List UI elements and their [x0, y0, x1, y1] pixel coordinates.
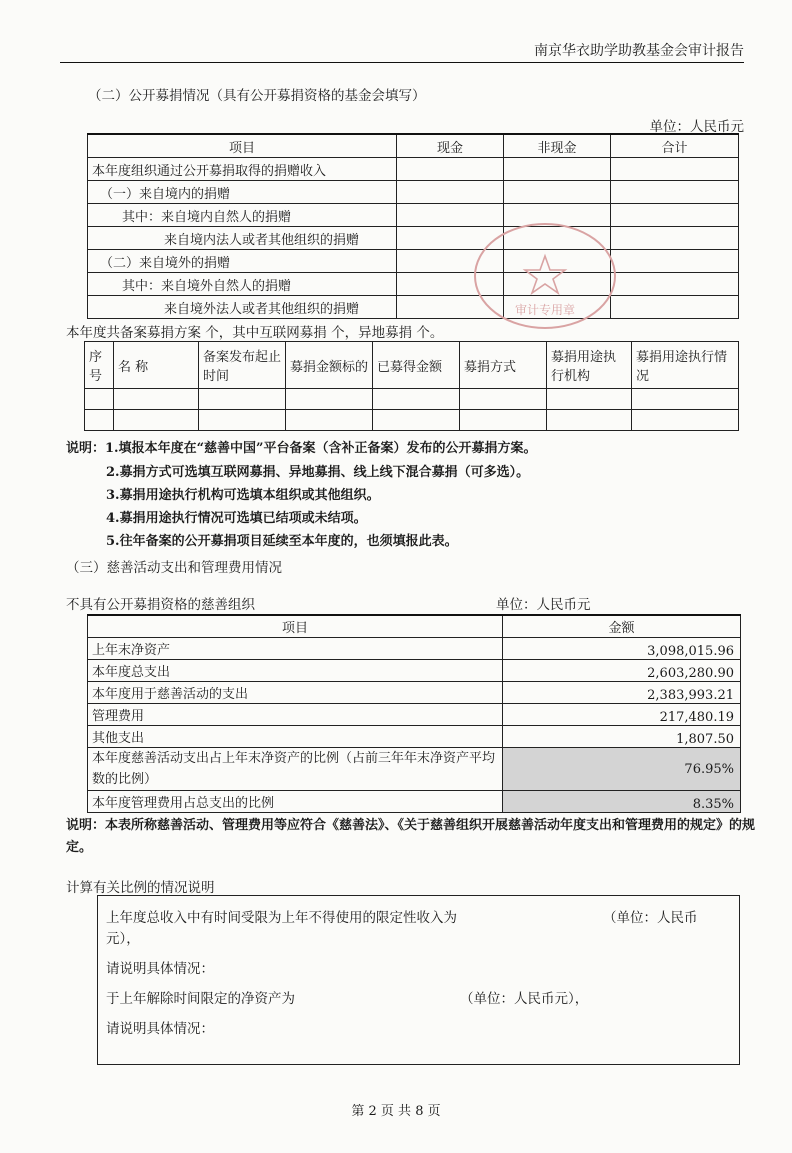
plan-col-status: 募捐用途执行情况 — [632, 342, 739, 389]
col-header-noncash: 非现金 — [504, 134, 611, 158]
table-row — [88, 704, 741, 726]
row-label: 其中：来自境外自然人的捐赠 — [88, 273, 397, 296]
col-header-amount: 金额 — [503, 615, 741, 638]
row-label: 本年度管理费用占总支出的比例 — [88, 791, 503, 813]
table-row — [88, 660, 741, 682]
row-label: 来自境外法人或者其他组织的捐赠 — [88, 296, 397, 319]
col-header-total: 合计 — [611, 134, 739, 158]
page-number: 第 2 页 共 8 页 — [351, 1104, 441, 1119]
row-label: 管理费用 — [88, 704, 503, 726]
col-header-item: 项目 — [88, 134, 397, 158]
report-header-title: 南京华衣助学助教基金会审计报告 — [534, 43, 744, 59]
row-value: 217,480.19 — [503, 704, 741, 726]
table-row — [88, 250, 739, 273]
row-label: 本年度用于慈善活动的支出 — [88, 682, 503, 704]
plan-col-raised: 已募得金额 — [373, 342, 460, 389]
plan-col-method: 募捐方式 — [460, 342, 547, 389]
ratio-line-2: 请说明具体情况： — [106, 961, 214, 977]
seal-text: 审计专用章 — [514, 303, 576, 317]
plan-col-period: 备案发布起止时间 — [199, 342, 286, 389]
col-header-cash: 现金 — [397, 134, 504, 158]
table-row — [88, 296, 739, 319]
table-header-row — [88, 615, 741, 638]
table-row — [85, 410, 739, 431]
table-row — [88, 227, 739, 250]
row-value: 8.35% — [503, 791, 741, 813]
note-3: 3.募捐用途执行机构可选填本组织或其他组织。 — [106, 488, 380, 503]
fundraising-table — [87, 133, 739, 319]
section3-subtitle: 不具有公开募捐资格的慈善组织 — [66, 597, 255, 613]
plan-col-agency: 募捐用途执行机构 — [547, 342, 632, 389]
audit-seal — [470, 218, 620, 333]
ratio-line-1-cont: 元）， — [106, 931, 140, 947]
row-label: 本年度总支出 — [88, 660, 503, 682]
table-row — [88, 158, 739, 181]
row-label: （一）来自境内的捐赠 — [88, 181, 397, 204]
row-value: 2,603,280.90 — [503, 660, 741, 682]
row-label: 本年度组织通过公开募捐取得的捐赠收入 — [88, 158, 397, 181]
plan-header-row — [85, 342, 739, 389]
table-row — [85, 389, 739, 410]
plan-col-seq: 序号 — [85, 342, 114, 389]
row-label: 上年末净资产 — [88, 638, 503, 660]
row-label: 其中：来自境内自然人的捐赠 — [88, 204, 397, 227]
ratio-line-3-unit: （单位：人民币元）， — [460, 991, 589, 1007]
table-row — [88, 273, 739, 296]
row-value: 3,098,015.96 — [503, 638, 741, 660]
note-5: 5.往年备案的公开募捐项目延续至本年度的，也须填报此表。 — [106, 534, 458, 549]
section2-unit: 单位：人民币元 — [649, 119, 744, 135]
table-row — [88, 682, 741, 704]
header-rule — [60, 62, 744, 63]
ratio-line-1-unit: （单位：人民币 — [603, 910, 698, 926]
row-label: 本年度慈善活动支出占上年末净资产的比例（占前三年年末净资产平均数的比例） — [88, 748, 503, 791]
table-row — [88, 181, 739, 204]
plan-col-name: 名 称 — [114, 342, 199, 389]
row-label: 其他支出 — [88, 726, 503, 748]
table-row — [88, 204, 739, 227]
note-1: 说明：1.填报本年度在“慈善中国”平台备案（含补正备案）发布的公开募捐方案。 — [66, 441, 537, 456]
col-header-item: 项目 — [88, 615, 503, 638]
section2-title: （二）公开募捐情况（具有公开募捐资格的基金会填写） — [88, 88, 426, 104]
note-4: 4.募捐用途执行情况可选填已结项或未结项。 — [106, 511, 367, 526]
ratio-line-1: 上年度总收入中有时间受限为上年不得使用的限定性收入为 — [106, 910, 457, 926]
expenditure-table — [87, 614, 741, 813]
section3-unit: 单位：人民币元 — [496, 597, 591, 613]
table-header-row — [88, 134, 739, 158]
table-row — [88, 726, 741, 748]
table-row — [88, 791, 741, 813]
table-row — [88, 638, 741, 660]
row-label: （二）来自境外的捐赠 — [88, 250, 397, 273]
row-value: 1,807.50 — [503, 726, 741, 748]
fundraising-plan-table — [84, 341, 739, 431]
ratio-line-3: 于上年解除时间限定的净资产为 — [106, 991, 295, 1007]
table-row — [88, 748, 741, 791]
note-2: 2.募捐方式可选填互联网募捐、异地募捐、线上线下混合募捐（可多选）。 — [106, 465, 530, 480]
section3-note: 说明：本表所称慈善活动、管理费用等应符合《慈善法》、《关于慈善组织开展慈善活动年度支出和管理费用的规定》的规定。 — [66, 818, 756, 855]
row-label: 来自境内法人或者其他组织的捐赠 — [88, 227, 397, 250]
ratio-line-4: 请说明具体情况： — [106, 1021, 214, 1037]
row-value: 2,383,993.21 — [503, 682, 741, 704]
plan-summary-line: 本年度共备案募捐方案 个，其中互联网募捐 个，异地募捐 个。 — [66, 325, 444, 341]
plan-col-target: 募捐金额标的 — [286, 342, 373, 389]
row-value: 76.95% — [503, 748, 741, 791]
ratio-title: 计算有关比例的情况说明 — [66, 880, 215, 896]
section3-title: （三）慈善活动支出和管理费用情况 — [66, 560, 282, 576]
